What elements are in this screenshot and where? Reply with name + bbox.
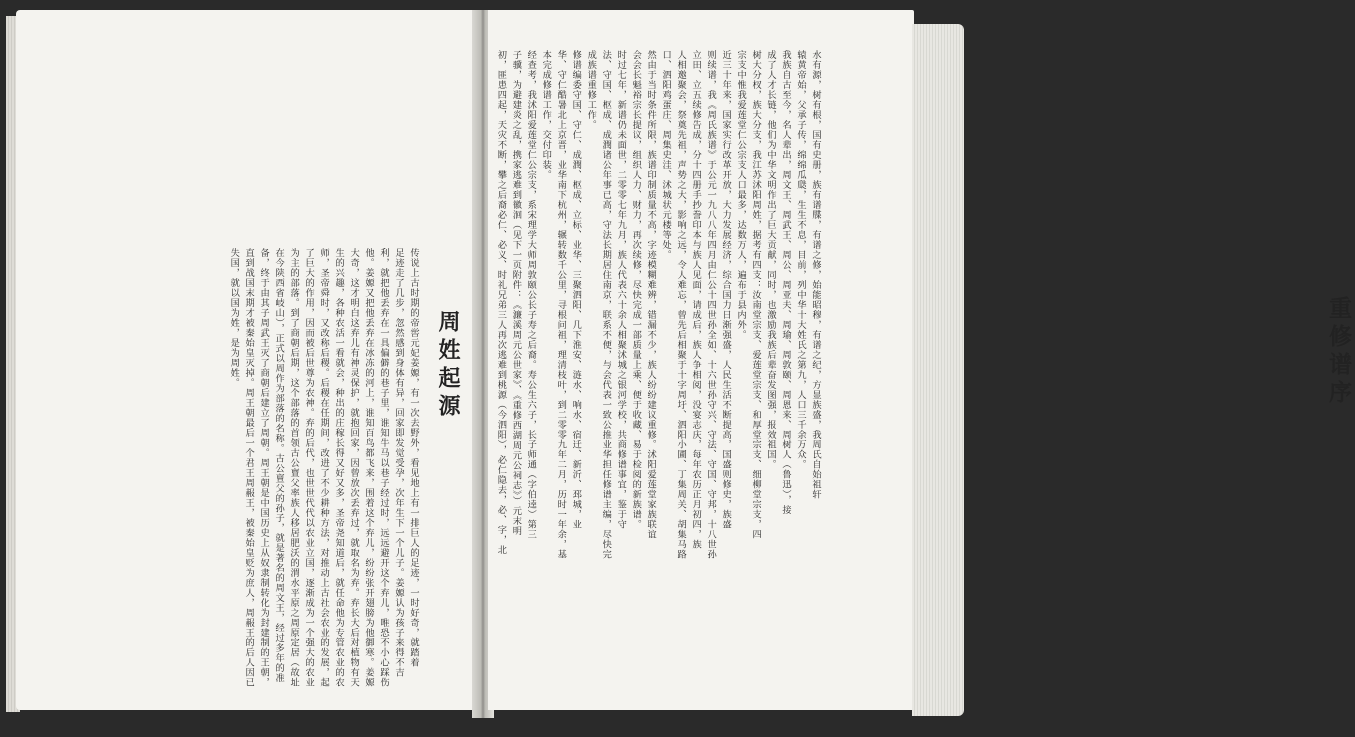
text-column: 法、守国、枢成、成潤诸公年事已高，守法长期居住南京，联系不便，与会代表一致公推业华担任修谱主编，尽快完 (600, 50, 612, 560)
text-column: 树大分杈，族大分支，我江苏沭阳周姓，据考有四支：汝南堂宗支、爱莲堂宗支、和厚堂宗支、细柳堂宗支，四 (750, 50, 762, 540)
text-column: 宗支中惟我爱莲堂仁公宗支人口最多，达数万人，遍布于县内外。 (735, 50, 747, 340)
text-column: 了巨大的作用，因而被后世尊为农神。弃的后代，也世世代代以农业立国，逐渐成为一个强大的农业 (303, 248, 315, 688)
text-column: 时过七年，新谱仍未面世，二零零七年九月，族人代表六十余人相聚沭城之银河学校，共商修谱事宜，鉴于守 (615, 50, 627, 530)
text-column: 我族自古至今，名人辈出，周文王、周武王、周公、周亚夫、周瑜、周敦颐、周恩来、周树人（鲁迅），接 (780, 50, 792, 515)
right-page-body (492, 50, 822, 700)
text-column: 水有源，树有根，国有史册，族有谱牒，有谱之修，始能昭穆，有谱之纪，方显族盛，我周氏自始祖轩 (810, 50, 821, 500)
text-column: 人相邀聚会，祭奠先祖，声势之大，影响之远，令人难忘，曾先后相聚于十字周圩、泗阳小圃、丁集周关、胡集马路 (675, 50, 687, 560)
text-column: 辕黄帝始，父承子传，绵绵瓜瓞，生生不息，目前，列中华十大姓氏之第九，人口三千余万众。 (795, 50, 807, 470)
text-column: 立田、立五续修告成，分十四册手抄誊印本与族人见面，请成后，族人争相阅，没宴志庆，每年农历正月初四，族 (690, 50, 702, 550)
text-column: 修谱编委守国、守仁、成潤、枢成、立标、业华、三聚泗阳、几下淮安、涟水、响水、宿迁、新沂、邳城，业 (570, 50, 582, 530)
text-column: 成族谱重修工作。 (585, 50, 597, 130)
text-column: 利，就把他丢弃在一具偏僻的巷子里，谁知牛马以巷子经过时，远远避开这个弃儿，唯恐不小心踩伤 (378, 248, 390, 688)
text-column: 口、泗阳鸡蛋庄、周集史洼、沭城状元楼等处。 (660, 50, 672, 260)
text-column: 子骥，为避建炎之乱，携家逃难到徽洄（见下一页附件：《濂溪周元公世家》、《重修西湖周元公祠志》）元末明 (510, 50, 522, 536)
open-book (6, 10, 1351, 732)
text-column: 为主的部落。到了商朝后期，这个部落的首领古公亶父率族人移居肥沃的渭水平原之周原定居（故址 (288, 248, 300, 688)
right-page-edges (912, 24, 964, 716)
text-column: 近三十年来，国家实行改革开放，大力发展经济，综合国力日渐强盛，人民生活不断提高，国盛则修史，族盛 (720, 50, 732, 530)
text-column: 师，圣帝舜时，又改称后稷。后稷在任期间，改进了不少耕种方法，对推动上古社会农业的发展，起 (318, 248, 330, 688)
left-page (16, 10, 478, 710)
text-column: 生的兴趣，各种农活一看就会，种出的庄稼长得又好又多，圣帝尧知道后，就任命他为专管农业的农 (333, 248, 345, 688)
right-page-title: 重修谱序 (1325, 296, 1351, 408)
text-column: 经查考，我沭阳爱莲堂仁公宗支，系宋理学大师周敦颐公长子寿之后裔。寿公生六子，长子师通（字伯逵）第三 (525, 50, 537, 540)
text-column: 他。姜嫄又把他丢弃在冰冻的河上，谁知百鸟都飞来，围着这个弃儿，纷纷张开翅膀为他御寒。姜嫄 (363, 248, 375, 688)
right-page (488, 10, 1351, 710)
text-column: 会会长魁裕宗长提议，组织人力、财力，再次续修，尽快完成一部质量上乘、便于收藏、易于检阅的新族谱。 (630, 50, 642, 530)
text-column: 失国，就以国为姓，是为周姓。 (228, 248, 240, 388)
text-column: 本完成修谱工作，交付印装。 (540, 50, 552, 180)
text-column: 在今陕西省岐山），正式以周作为部落的名称。古公亶父的孙子，就是著名的周文王，经过多年的准 (273, 248, 285, 683)
text-column: 备，终于由其子周武王灭了商朝后建立了周朝。周王朝是中国历史上从奴隶制转化为封建制的王朝， (258, 248, 270, 688)
left-page-title: 周姓起源 (435, 310, 460, 422)
text-column: 传说上古时期的帝喾元妃姜嫄，有一次去野外，看见地上有一排巨人的足迹，一时好奇，就踏着 (408, 248, 419, 668)
text-column: 大奇，这才明白这弃儿有神灵保护，就抱回家，因曾放次丢弃过，就取名为弃。弃长大后对植物有天 (348, 248, 360, 688)
text-column: 然由于当时条件所限，族谱印制质量不高，字迹模糊难辨，错漏不少，族人纷纷建议重修。沭阳爱莲堂家族联谊 (645, 50, 657, 540)
text-column: 足迹走了几步，忽然感到身体有异，回家即发觉受孕，次年生下一个儿子。姜嫄认为孩子来得不吉 (393, 248, 405, 678)
text-column: 直到战国末期才被秦始皇灭掉。周王朝最后一个君王周赧王，被秦始皇贬为庶人，周赧王的后人因已 (243, 248, 255, 688)
text-column: 成了人才长链，他们为中华文明作出了巨大贡献，同时，也激励我族后辈奋发图强，报效祖国。 (765, 50, 777, 470)
text-column: 华、守仁酷暑北上京晋，业华南下杭州，辗转数千公里，寻根问祖，理清枝叶，到二零零九年二月，历时一年余，基 (555, 50, 567, 560)
left-page-body (225, 248, 420, 688)
text-column: 初，匪患四起，天灾不断，攀之后裔必仁、必义、时礼兄弟三人再次逃难到桃源（今泗阳），必仁隐去，必、字，北 (495, 50, 507, 555)
text-column: 则续谱，我《周氏族谱》于公元一九八八年四月由仁公十四世孙全如、十六世孙守兴、守法、守国、守邦，十八世孙 (705, 50, 717, 560)
